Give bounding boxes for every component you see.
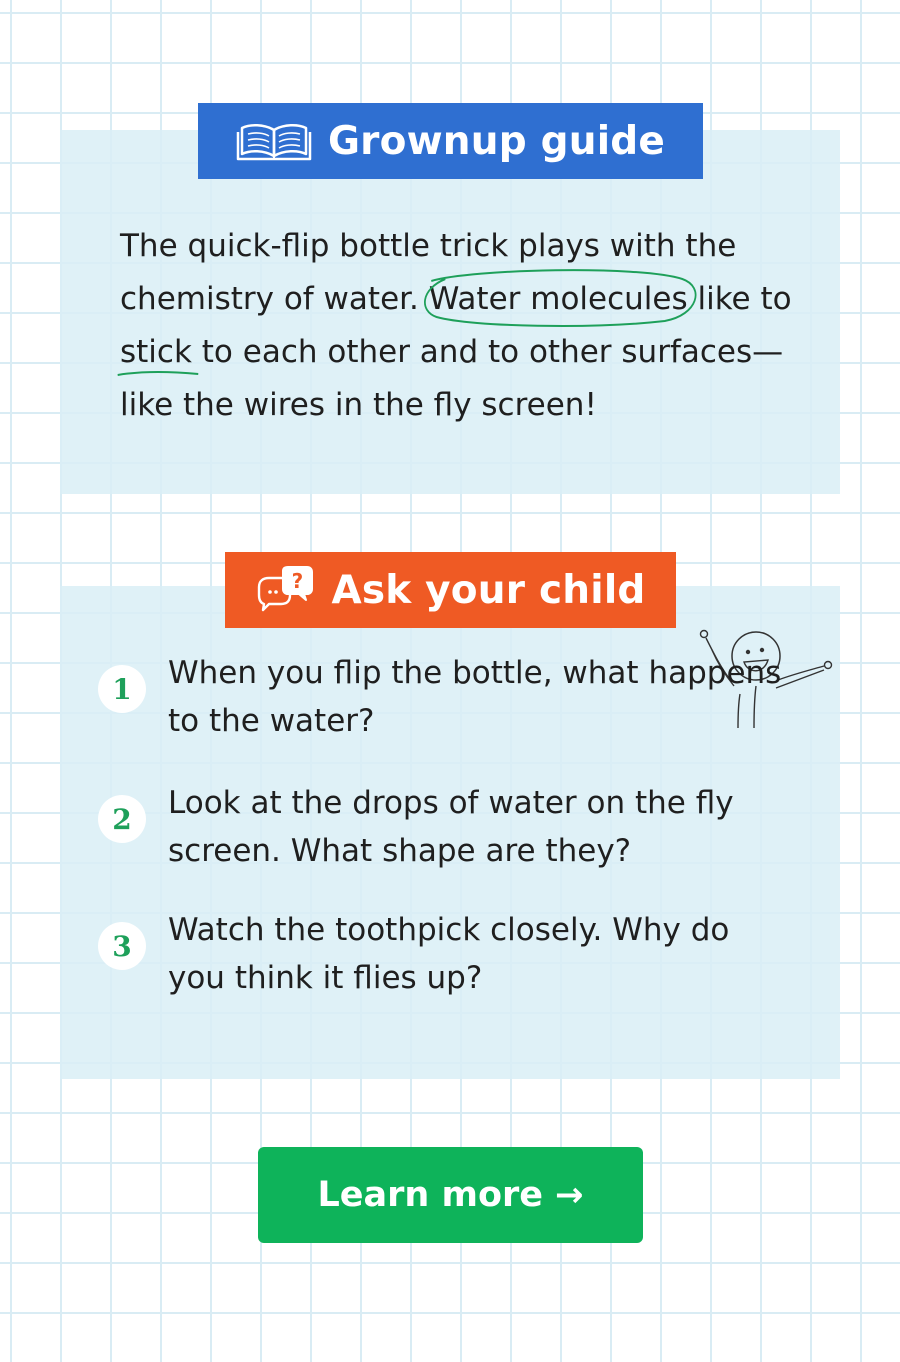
speech-bubble-question-icon	[255, 565, 315, 615]
learn-more-label: Learn more	[317, 1175, 544, 1215]
guide-text-part: The quick-flip bottle trick plays with the chemistry of water.	[120, 228, 737, 317]
ask-your-child-banner	[225, 552, 676, 628]
arrow-right-icon: →	[555, 1175, 584, 1215]
circled-phrase-text: Water molecules	[428, 281, 688, 317]
question-number-badge: 3	[98, 922, 146, 970]
grownup-guide-text	[120, 220, 820, 432]
ask-your-child-title: Ask your child	[331, 567, 646, 613]
question-number-badge: 1	[98, 665, 146, 713]
underlined-word	[120, 326, 192, 379]
grownup-guide-banner	[198, 103, 703, 179]
svg-text:?: ?	[292, 569, 304, 593]
guide-text-part: to each other and to other surfaces—like the wires in the fly screen!	[120, 334, 784, 423]
circled-phrase	[429, 273, 688, 326]
grownup-guide-title: Grownup guide	[327, 118, 666, 164]
learn-more-button[interactable]	[258, 1147, 643, 1243]
guide-text-part: like to	[687, 281, 792, 317]
question-text: Watch the toothpick closely. Why do you think it flies up?	[168, 912, 730, 996]
book-icon	[236, 120, 312, 162]
underlined-word-text: stick	[120, 334, 192, 370]
question-number-badge: 2	[98, 795, 146, 843]
question-text: Look at the drops of water on the fly screen. What shape are they?	[168, 785, 734, 869]
question-text: When you flip the bottle, what happens to the water?	[168, 655, 782, 739]
